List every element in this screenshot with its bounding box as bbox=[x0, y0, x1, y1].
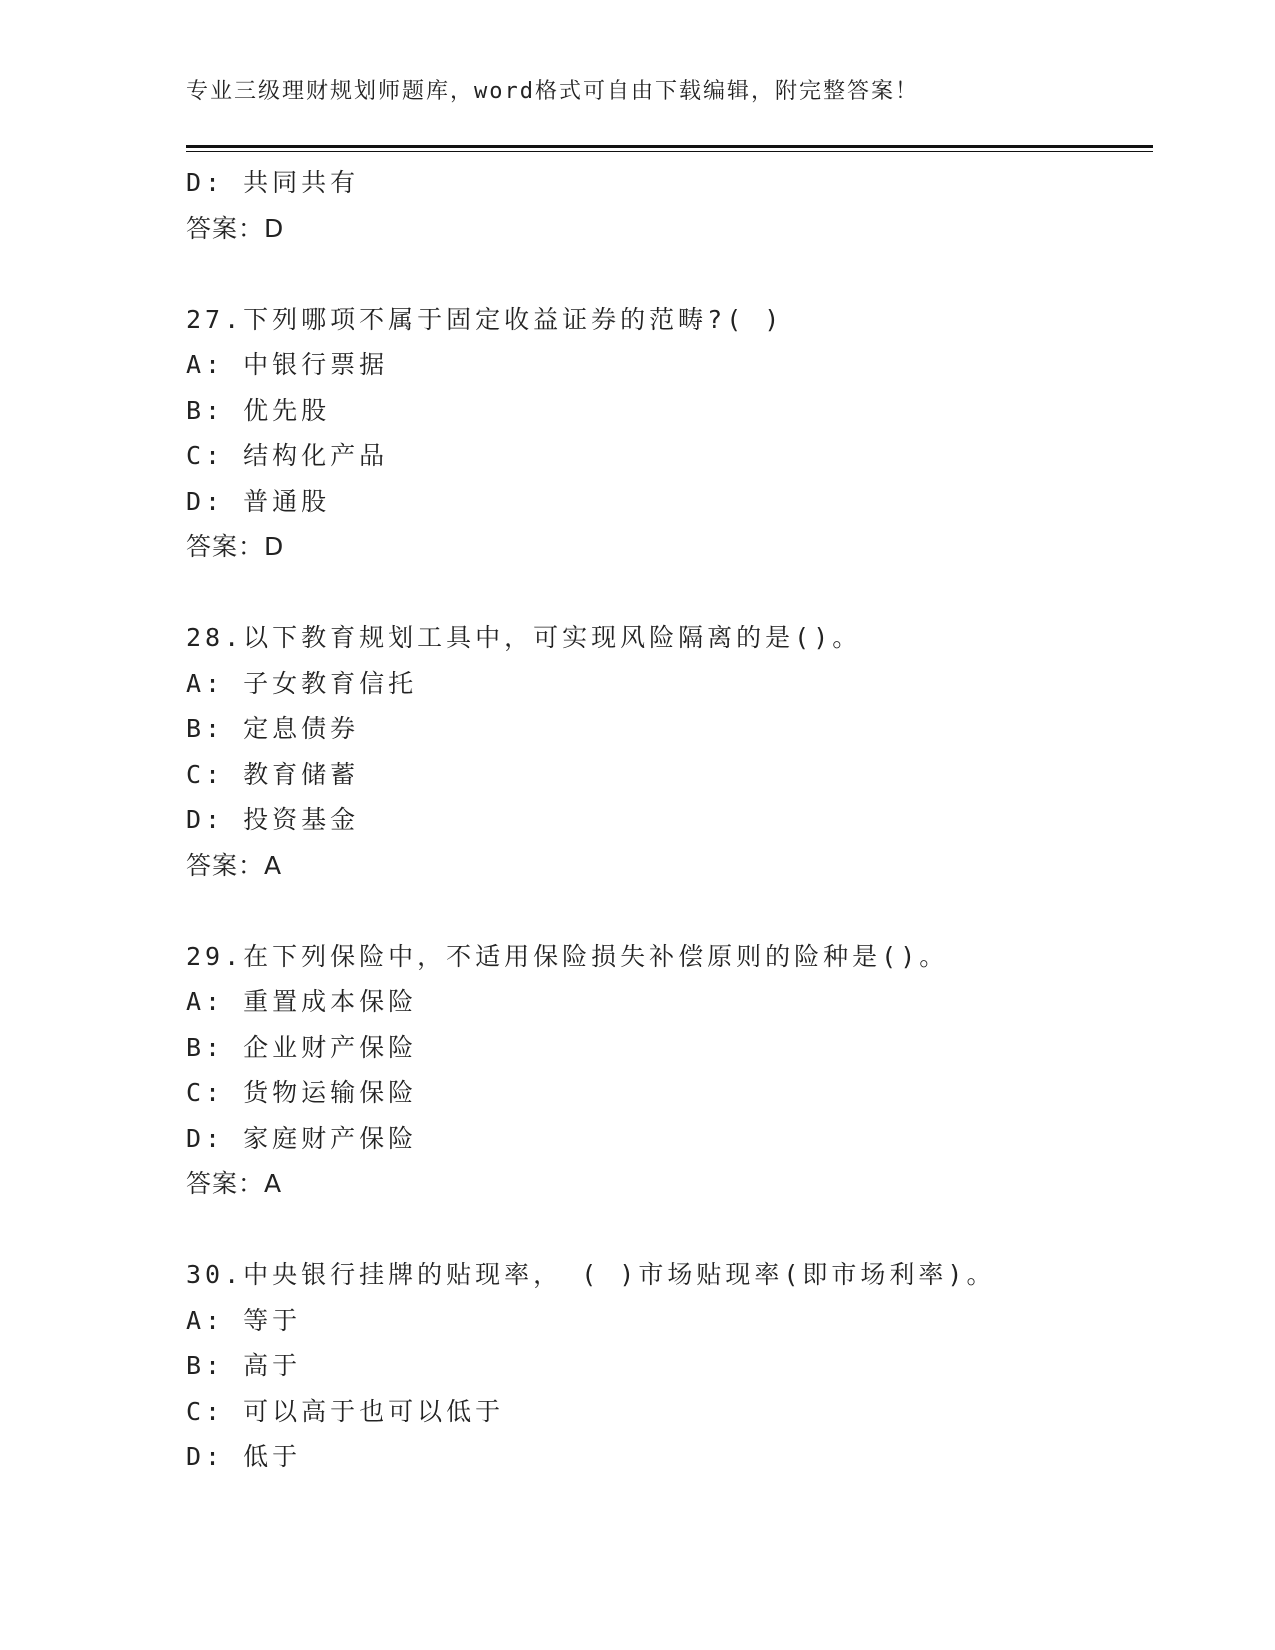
header-rule-thick bbox=[186, 145, 1153, 148]
option-b: B: 企业财产保险 bbox=[186, 1032, 418, 1062]
carryover-option-d: D: 共同共有 bbox=[186, 168, 360, 197]
option-d: D: 家庭财产保险 bbox=[186, 1123, 418, 1153]
option-d: D: 普通股 bbox=[186, 486, 331, 516]
question-29 bbox=[186, 934, 1153, 1207]
option-c: C: 结构化产品 bbox=[186, 441, 389, 470]
option-d: D: 低于 bbox=[186, 1442, 302, 1471]
option-a: A: 子女教育信托 bbox=[186, 668, 418, 698]
option-a: A: 重置成本保险 bbox=[186, 987, 418, 1016]
spacer bbox=[186, 1207, 1153, 1253]
option-d: D: 投资基金 bbox=[186, 805, 360, 834]
option-a: A: 中银行票据 bbox=[186, 350, 389, 379]
page-header: 专业三级理财规划师题库，word格式可自由下载编辑，附完整答案！ bbox=[186, 79, 919, 104]
option-b: B: 优先股 bbox=[186, 395, 331, 425]
spacer bbox=[186, 251, 1153, 297]
question-30 bbox=[186, 1252, 1153, 1480]
option-b: B: 高于 bbox=[186, 1351, 302, 1380]
question-27 bbox=[186, 297, 1153, 570]
header-rule-thin bbox=[186, 151, 1153, 152]
spacer bbox=[186, 888, 1153, 934]
option-c: C: 货物运输保险 bbox=[186, 1078, 418, 1107]
answer: 答案：A bbox=[186, 1169, 283, 1198]
spacer bbox=[186, 570, 1153, 616]
question-28 bbox=[186, 615, 1153, 888]
question-stem: 27.下列哪项不属于固定收益证券的范畴?( ) bbox=[186, 304, 784, 334]
question-stem: 30.中央银行挂牌的贴现率， ( )市场贴现率(即市场利率)。 bbox=[186, 1260, 996, 1289]
option-b: B: 定息债券 bbox=[186, 714, 360, 743]
option-a: A: 等于 bbox=[186, 1305, 302, 1335]
answer: 答案：A bbox=[186, 850, 283, 880]
answer: 答案：D bbox=[186, 532, 285, 561]
question-stem: 28.以下教育规划工具中，可实现风险隔离的是()。 bbox=[186, 623, 862, 652]
carryover-answer: 答案：D bbox=[186, 213, 285, 243]
question-stem: 29.在下列保险中，不适用保险损失补偿原则的险种是()。 bbox=[186, 941, 949, 971]
question-list bbox=[186, 160, 1153, 1480]
option-c: C: 教育储蓄 bbox=[186, 759, 360, 789]
option-c: C: 可以高于也可以低于 bbox=[186, 1396, 505, 1426]
